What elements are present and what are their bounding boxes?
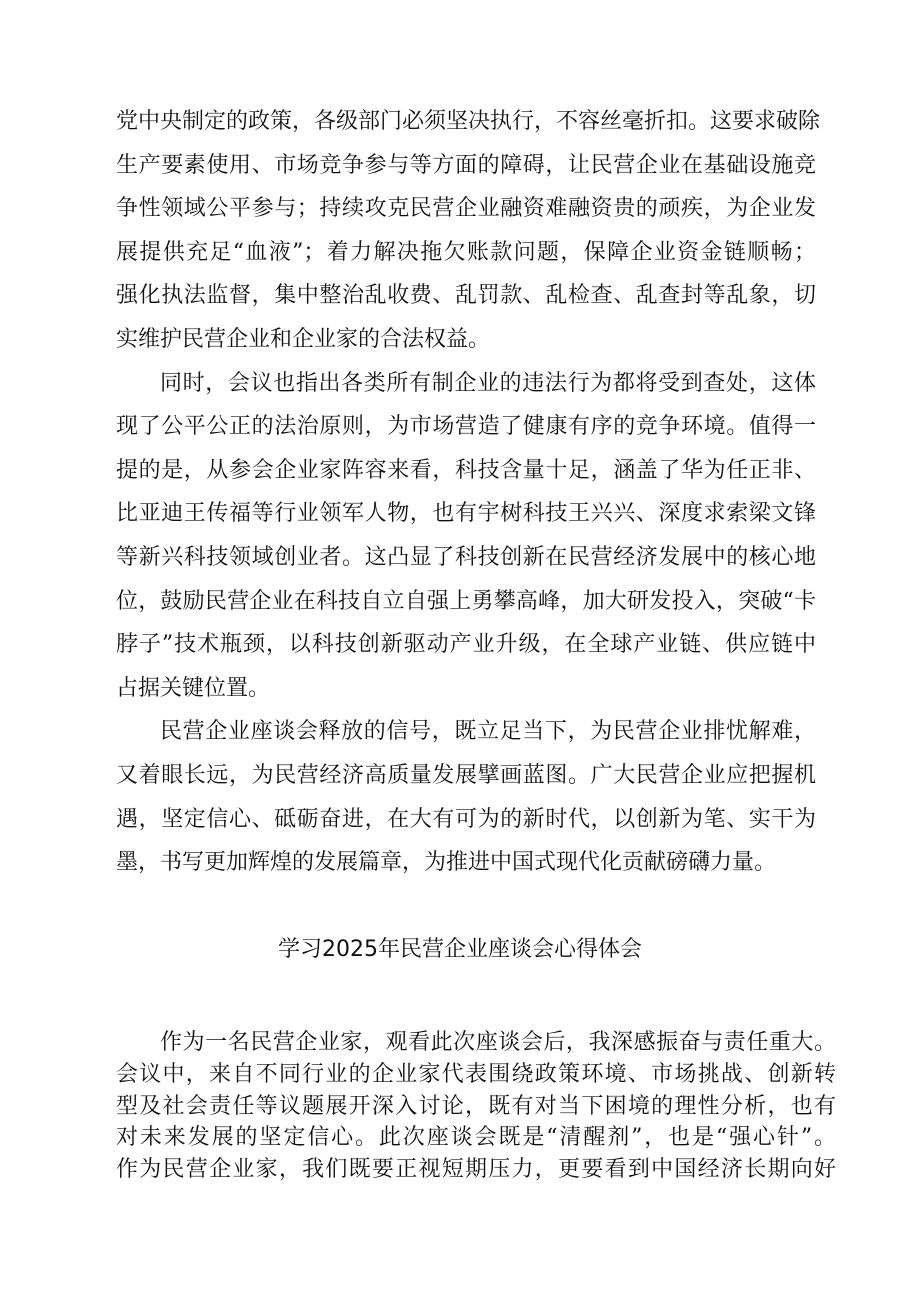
text-line: 现了公平公正的法治原则，为市场营造了健康有序的竞争环境。值得一 [116, 414, 816, 440]
text-line: 提的是，从参会企业家阵容来看，科技含量十足，涵盖了华为任正非、 [116, 457, 816, 483]
text-line: 展提供充足“血液”；着力解决拖欠账款问题，保障企业资金链顺畅； [116, 239, 816, 265]
text-line: 脖子”技术瓶颈，以科技创新驱动产业升级，在全球产业链、供应链中 [116, 632, 816, 658]
text-line: 等新兴科技领域创业者。这凸显了科技创新在民营经济发展中的核心地 [116, 544, 816, 570]
paragraph [116, 710, 816, 884]
text-line: 型及社会责任等议题展开深入讨论，既有对当下困境的理性分析，也有 [116, 1093, 836, 1119]
paragraph [116, 100, 821, 362]
text-line: 生产要素使用、市场竞争参与等方面的障碍，让民营企业在基础设施竞 [116, 152, 816, 178]
text-line: 实维护民营企业和企业家的合法权益。 [116, 326, 491, 352]
text-line: 党中央制定的政策，各级部门必须坚决执行，不容丝毫折扣。这要求破除 [116, 109, 821, 134]
paragraph [116, 1027, 836, 1186]
text-line: 强化执法监督，集中整治乱收费、乱罚款、乱检查、乱查封等乱象，切 [116, 283, 816, 309]
text-line: 民营企业座谈会释放的信号，既立足当下，为民营企业排忧解难， [160, 719, 816, 745]
text-line: 作为民营企业家，我们既要正视短期压力，更要看到中国经济长期向好 [116, 1157, 836, 1183]
text-line: 对未来发展的坚定信心。此次座谈会既是“清醒剂”，也是“强心针”。 [116, 1125, 836, 1151]
text-line: 位，鼓励民营企业在科技自立自强上勇攀高峰，加大研发投入，突破“卡 [116, 588, 816, 614]
text-line: 会议中，来自不同行业的企业家代表围绕政策环境、市场挑战、创新转 [116, 1061, 836, 1087]
text-line: 占据关键位置。 [116, 675, 271, 701]
section-heading: 学习2025年民营企业座谈会心得体会 [278, 937, 642, 962]
text-line: 同时，会议也指出各类所有制企业的违法行为都将受到查处，这体 [160, 370, 816, 396]
text-line: 遇，坚定信心、砥砺奋进，在大有可为的新时代，以创新为笔、实干为 [116, 806, 816, 832]
text-line: 又着眼长远，为民营经济高质量发展擘画蓝图。广大民营企业应把握机 [116, 762, 816, 788]
text-line: 比亚迪王传福等行业领军人物，也有宇树科技王兴兴、深度求索梁文锋 [116, 501, 816, 527]
paragraph [116, 362, 816, 711]
text-line: 争性领域公平参与；持续攻克民营企业融资难融资贵的顽疾，为企业发 [116, 196, 816, 222]
text-line: 作为一名民营企业家，观看此次座谈会后，我深感振奋与责任重大。 [160, 1030, 836, 1055]
article-body-lower [116, 1027, 836, 1186]
text-line: 墨，书写更加辉煌的发展篇章，为推进中国式现代化贡献磅礴力量。 [116, 850, 777, 876]
article-body-upper [116, 100, 821, 885]
